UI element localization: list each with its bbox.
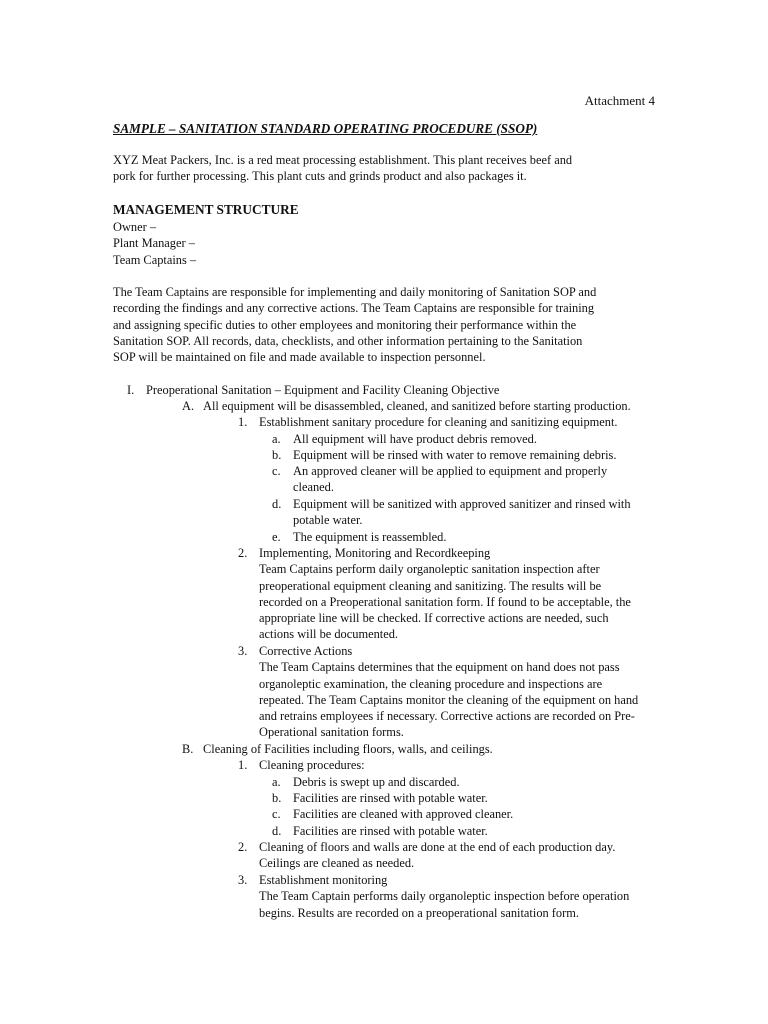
outline-text xyxy=(293,529,446,545)
outline-line: The Team Captain performs daily organoleptic inspection before operation xyxy=(259,889,630,904)
outline-marker: I. xyxy=(127,383,135,397)
management-roles xyxy=(113,219,196,268)
intro-paragraph xyxy=(113,152,572,185)
outline-line: Facilities are cleaned with approved cleaner. xyxy=(293,807,514,821)
outline-marker: 2. xyxy=(238,546,248,560)
outline-text xyxy=(259,643,638,741)
management-heading: MANAGEMENT STRUCTURE xyxy=(113,202,299,217)
outline-line: appropriate line will be checked. If corrective actions are needed, such xyxy=(259,611,609,626)
outline-marker: 1. xyxy=(238,758,248,772)
outline-marker: e. xyxy=(272,530,281,544)
outline-line: Team Captains perform daily organoleptic sanitation inspection after xyxy=(259,562,600,577)
outline-marker: 2. xyxy=(238,840,248,854)
outline-line: potable water. xyxy=(293,513,363,528)
resp-line: and assigning specific duties to other employees and monitoring their performance within the xyxy=(113,317,577,332)
outline-text xyxy=(293,790,488,806)
outline-text xyxy=(293,496,631,529)
outline-line: Facilities are rinsed with potable water. xyxy=(293,791,488,805)
outline-text xyxy=(259,545,631,643)
attachment-label: Attachment 4 xyxy=(584,93,655,108)
outline-text xyxy=(203,741,493,757)
intro-line: XYZ Meat Packers, Inc. is a red meat processing establishment. This plant receives beef and xyxy=(113,153,573,167)
outline-text xyxy=(259,414,618,430)
resp-line: The Team Captains are responsible for implementing and daily monitoring of Sanitation SOP and xyxy=(113,285,597,299)
outline-line: The equipment is reassembled. xyxy=(293,530,447,544)
outline-text xyxy=(259,872,629,921)
outline-line: begins. Results are recorded on a preoperational sanitation form. xyxy=(259,905,579,920)
document-title: SAMPLE – SANITATION STANDARD OPERATING PROCEDURE (SSOP) xyxy=(113,121,538,136)
outline-line: Cleaning procedures: xyxy=(259,758,365,772)
outline-line: Corrective Actions xyxy=(259,644,353,658)
outline-line: Implementing, Monitoring and Recordkeeping xyxy=(259,546,491,560)
outline-line: All equipment will have product debris removed. xyxy=(293,432,537,446)
outline-line: An approved cleaner will be applied to equipment and properly xyxy=(293,464,608,478)
outline-line: preoperational equipment cleaning and sanitizing. The results will be xyxy=(259,578,602,593)
outline-line: recorded on a Preoperational sanitation form. If found to be acceptable, the xyxy=(259,594,631,609)
outline-line: Operational sanitation forms. xyxy=(259,725,404,740)
outline-marker: b. xyxy=(272,448,282,462)
outline-text xyxy=(293,806,513,822)
outline-line: Cleaning of Facilities including floors, walls, and ceilings. xyxy=(203,742,493,756)
outline-marker: d. xyxy=(272,824,282,838)
outline-text xyxy=(259,839,615,872)
responsibilities-paragraph xyxy=(113,284,596,365)
outline-marker: 3. xyxy=(238,644,248,658)
resp-line: SOP will be maintained on file and made available to inspection personnel. xyxy=(113,350,486,365)
intro-line: pork for further processing. This plant cuts and grinds product and also packages it. xyxy=(113,169,527,184)
outline-marker: A. xyxy=(182,399,195,413)
outline-text xyxy=(259,757,365,773)
outline-text xyxy=(203,398,631,414)
outline-line: Debris is swept up and discarded. xyxy=(293,775,460,789)
outline-line: cleaned. xyxy=(293,480,334,495)
outline-line: The Team Captains determines that the equipment on hand does not pass xyxy=(259,660,620,675)
resp-line: Sanitation SOP. All records, data, checklists, and other information pertaining to the Sanitation xyxy=(113,333,583,348)
role-owner: Owner – xyxy=(113,220,157,234)
role-team-captains: Team Captains – xyxy=(113,252,197,267)
outline-marker: 1. xyxy=(238,415,248,429)
outline-line: Establishment monitoring xyxy=(259,873,388,887)
outline-line: Ceilings are cleaned as needed. xyxy=(259,856,415,871)
outline-line: and retrains employees if necessary. Corrective actions are recorded on Pre- xyxy=(259,709,635,724)
outline-marker: 3. xyxy=(238,873,248,887)
outline-line: All equipment will be disassembled, cleaned, and sanitized before starting production. xyxy=(203,399,631,413)
outline-marker: a. xyxy=(272,432,281,446)
outline-marker: c. xyxy=(272,464,281,478)
outline-marker: b. xyxy=(272,791,282,805)
outline-line: repeated. The Team Captains monitor the cleaning of the equipment on hand xyxy=(259,692,639,707)
outline-marker: d. xyxy=(272,497,282,511)
outline-text xyxy=(293,823,488,839)
outline-line: organoleptic examination, the cleaning procedure and inspections are xyxy=(259,676,603,691)
outline-line: Equipment will be sanitized with approved sanitizer and rinsed with xyxy=(293,497,631,511)
outline-marker: a. xyxy=(272,775,281,789)
outline-line: Preoperational Sanitation – Equipment and Facility Cleaning Objective xyxy=(146,383,500,397)
outline-marker: c. xyxy=(272,807,281,821)
outline-line: Cleaning of floors and walls are done at the end of each production day. xyxy=(259,840,616,854)
resp-line: recording the findings and any corrective actions. The Team Captains are responsible for training xyxy=(113,301,595,316)
role-plant-manager: Plant Manager – xyxy=(113,236,195,251)
outline-line: actions will be documented. xyxy=(259,627,399,642)
outline-line: Establishment sanitary procedure for cleaning and sanitizing equipment. xyxy=(259,415,618,429)
outline-text xyxy=(146,382,499,398)
outline-text xyxy=(293,463,607,496)
outline-marker: B. xyxy=(182,742,194,756)
outline-text xyxy=(293,431,537,447)
outline-text xyxy=(293,774,460,790)
outline-line: Facilities are rinsed with potable water. xyxy=(293,824,488,838)
outline-text xyxy=(293,447,616,463)
outline-line: Equipment will be rinsed with water to remove remaining debris. xyxy=(293,448,617,462)
